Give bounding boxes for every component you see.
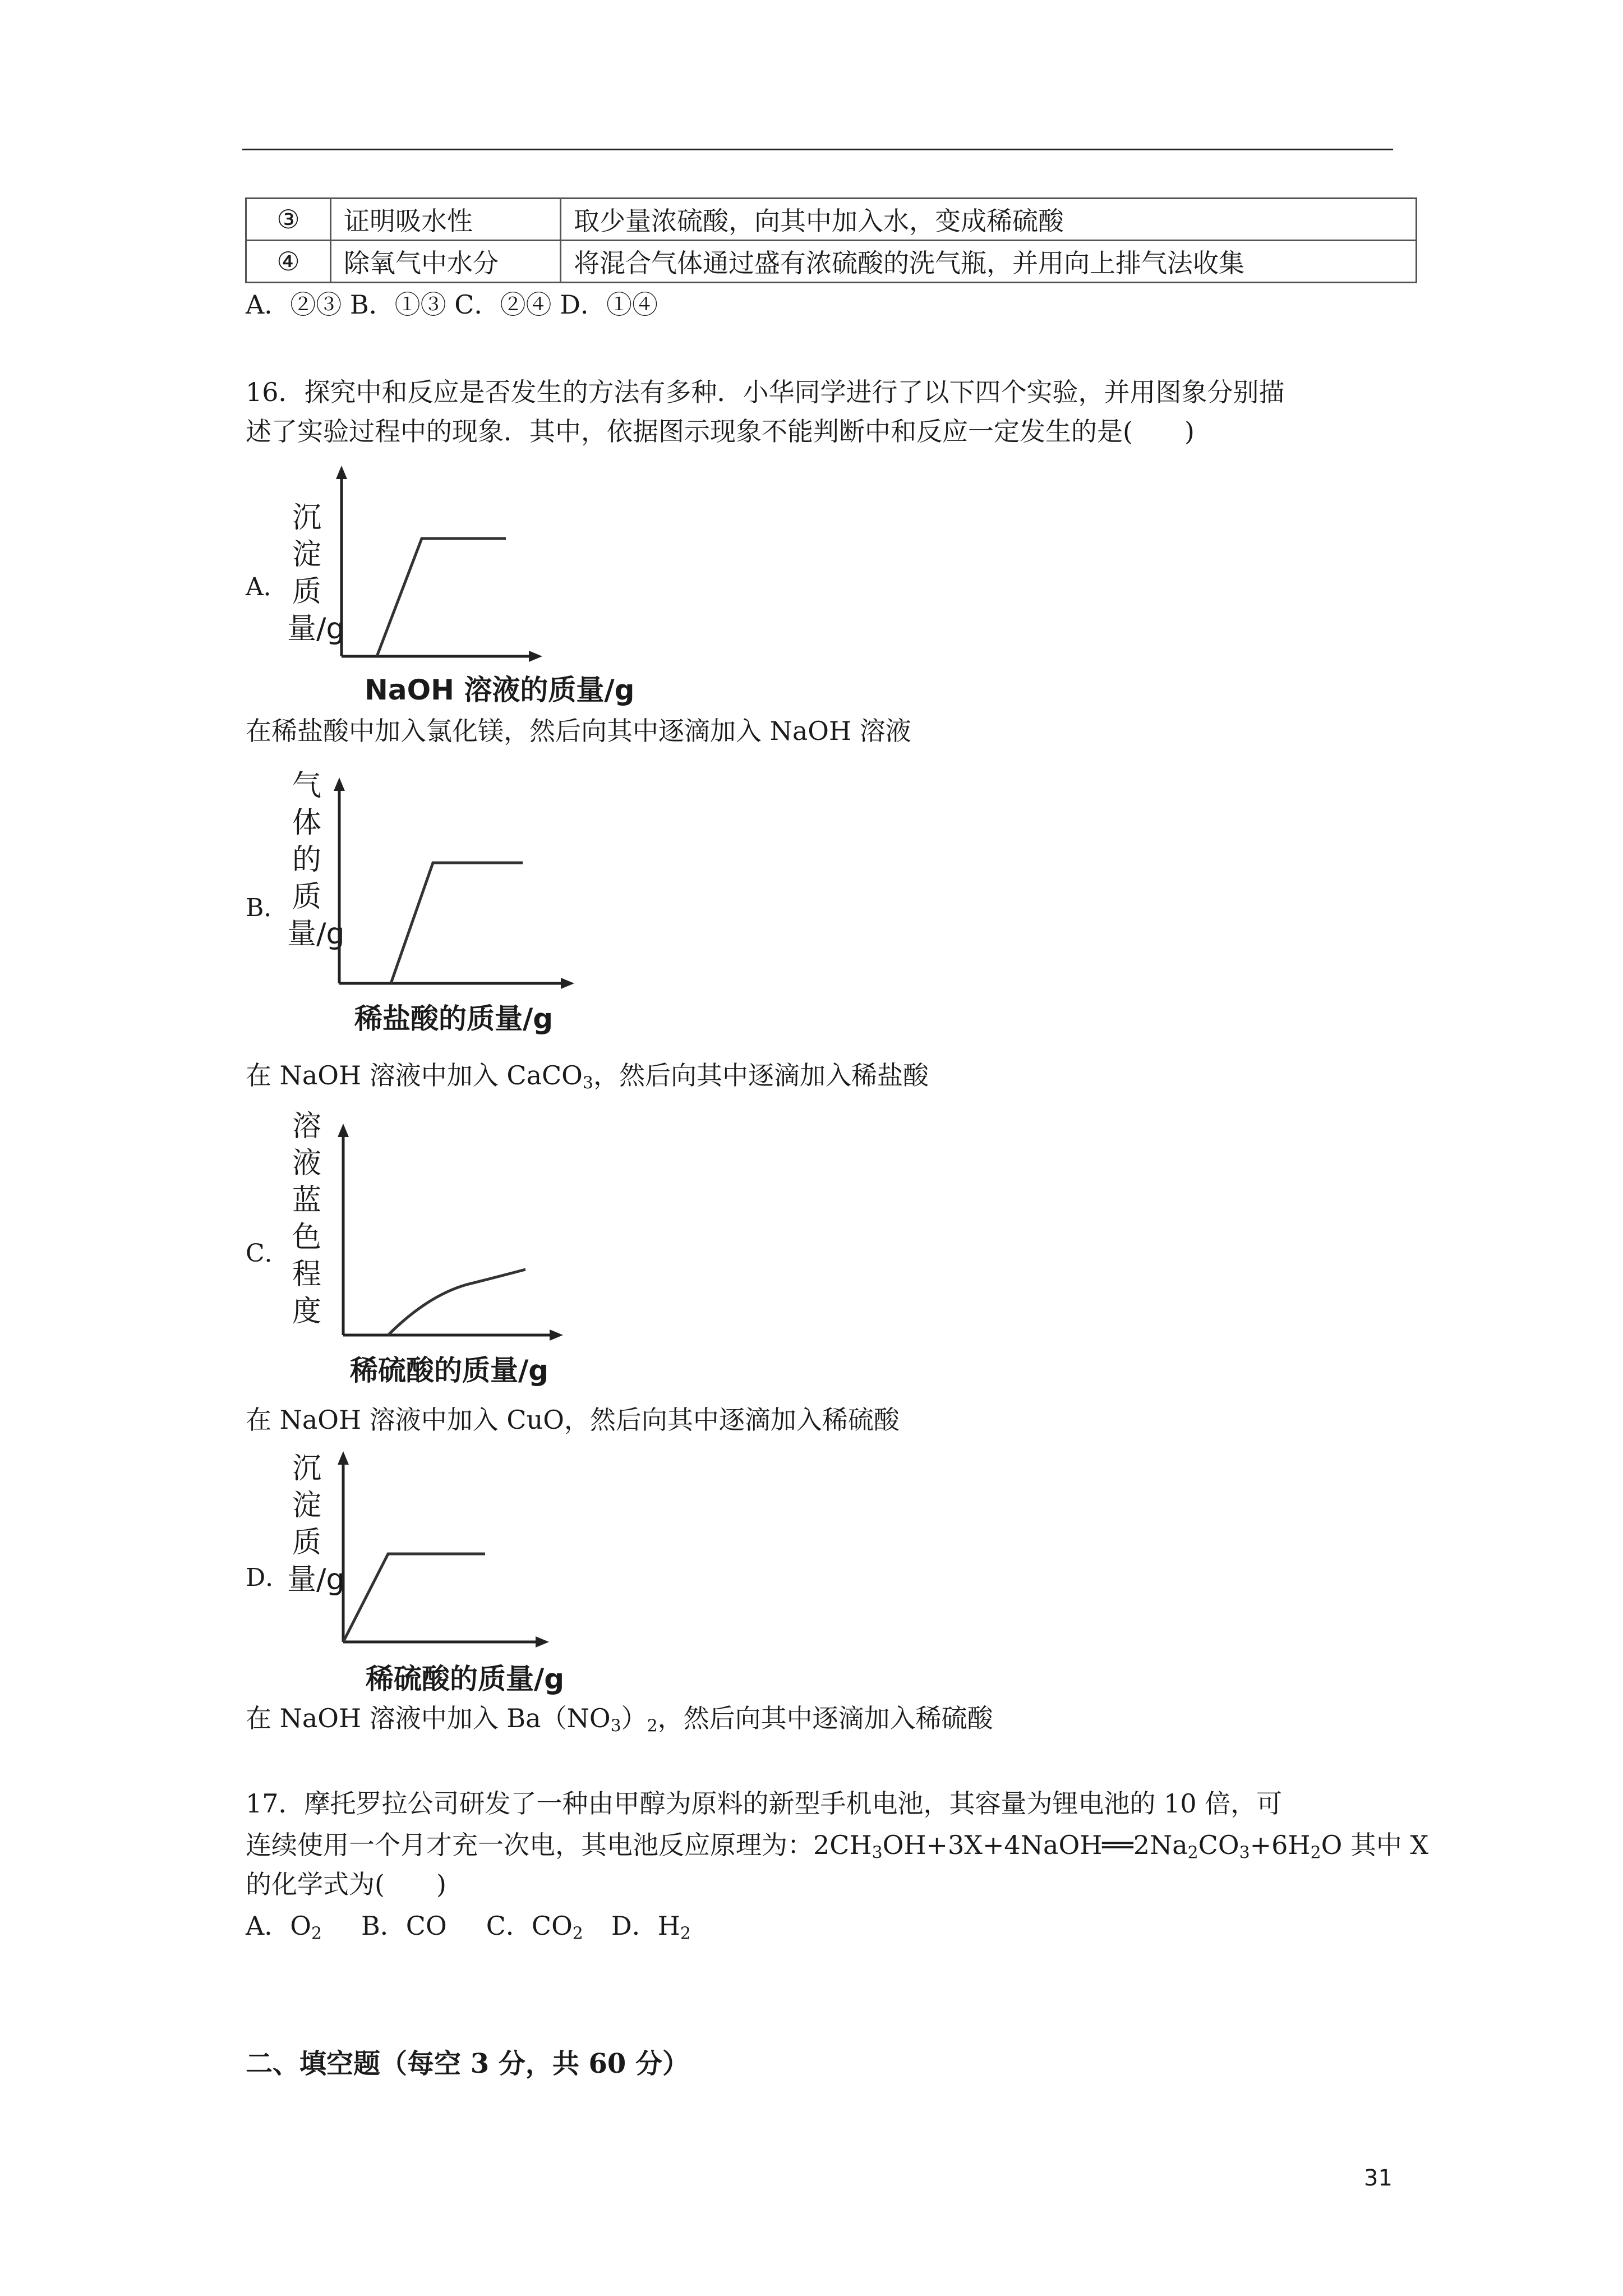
graph-a-ylabel: 沉淀质量/g xyxy=(287,501,345,646)
graph-b-caption: 在 NaOH 溶液中加入 CaCO$_3$，然后向其中逐滴加入稀盐酸 xyxy=(246,1060,929,1093)
graph-c-caption: 在 NaOH 溶液中加入 CuO，然后向其中逐滴加入稀硫酸 xyxy=(246,1405,900,1435)
row-method: 将混合气体通过盛有浓硫酸的洗气瓶，并用向上排气法收集 xyxy=(561,241,1417,283)
graph-a-xlabel: NaOH 溶液的质量/g xyxy=(365,674,635,706)
page-number: 31 xyxy=(1364,2165,1393,2191)
graph-d-y-arrow xyxy=(338,1451,349,1465)
q16-stem-line1: 16．探究中和反应是否发生的方法有多种．小华同学进行了以下四个实验，并用图象分别描 xyxy=(246,377,1285,407)
graph-b-y-arrow xyxy=(334,777,345,791)
graph-d-curve xyxy=(343,1554,485,1642)
graph-b-ylabel: 气体的质量/g xyxy=(287,769,345,951)
q17-stem-line1: 17．摩托罗拉公司研发了一种由甲醇为原料的新型手机电池，其容量为锂电池的 10 倍，可 xyxy=(246,1788,1283,1819)
graph-d-ylabel: 沉淀质量/g xyxy=(287,1452,345,1596)
option-table xyxy=(245,197,1417,283)
q17-options xyxy=(246,1907,691,1952)
graph-d-x-arrow xyxy=(536,1636,549,1648)
graph-d-xlabel: 稀硫酸的质量/g xyxy=(366,1663,565,1695)
q17-stem-line3: 的化学式为( ) xyxy=(246,1869,446,1899)
graph-c-plot xyxy=(287,1108,590,1343)
header-rule xyxy=(242,149,1393,150)
graph-a-plot xyxy=(287,466,568,668)
graph-a-x-arrow xyxy=(529,651,542,662)
graph-c-ylabel: 溶液蓝色程度 xyxy=(292,1110,321,1328)
graph-b-x-arrow xyxy=(561,978,574,989)
graph-b-xlabel: 稀盐酸的质量/g xyxy=(354,1002,554,1035)
graph-b-letter: B． xyxy=(246,894,289,922)
row-number: ③ xyxy=(246,199,331,241)
graph-a-y-arrow xyxy=(336,466,347,479)
q15-options: A．②③ B．①③ C．②④ D．①④ xyxy=(246,289,658,320)
graph-c-letter: C． xyxy=(246,1239,289,1268)
graph-a-curve xyxy=(377,539,506,656)
graph-b-plot xyxy=(287,767,590,992)
graph-d-letter: D． xyxy=(246,1563,291,1592)
section-title: 二、填空题（每空 3 分，共 60 分） xyxy=(246,2048,690,2079)
graph-c-x-arrow xyxy=(550,1329,563,1341)
graph-d-caption: 在 NaOH 溶液中加入 $Ba(NO_3)_2$，然后向其中逐滴加入稀硫酸 xyxy=(246,1703,993,1736)
graph-a-caption: 在稀盐酸中加入氯化镁，然后向其中逐滴加入 NaOH 溶液 xyxy=(246,716,911,746)
q16-stem-line2: 述了实验过程中的现象．其中，依据图示现象不能判断中和反应一定发生的是( ) xyxy=(246,416,1195,447)
graph-c-xlabel: 稀硫酸的质量/g xyxy=(350,1354,549,1387)
row-method: 取少量浓硫酸，向其中加入水，变成稀硫酸 xyxy=(561,199,1417,241)
table-row xyxy=(246,199,1417,241)
q17-stem-line2: 连续使用一个月才充一次电，其电池反应原理为：$2CH_3OH+3X+4NaOH══2Na_2CO_3+6H_2O$ 其中 X xyxy=(246,1830,1429,1863)
row-purpose: 除氧气中水分 xyxy=(331,241,561,283)
q17-option-b: B．CO xyxy=(361,1911,447,1941)
graph-d-plot xyxy=(287,1450,579,1652)
row-number: ④ xyxy=(246,241,331,283)
graph-b-curve xyxy=(391,863,523,983)
q17-option-c: C．$CO_2$ xyxy=(486,1911,583,1944)
q17-option-d: D．$H_2$ xyxy=(611,1911,691,1944)
graph-c-curve xyxy=(388,1269,525,1335)
q17-option-a: A．$O_2$ xyxy=(246,1911,322,1944)
graph-a-letter: A． xyxy=(246,573,288,601)
row-purpose: 证明吸水性 xyxy=(331,199,561,241)
table-row xyxy=(246,241,1417,283)
graph-c-y-arrow xyxy=(338,1124,349,1137)
